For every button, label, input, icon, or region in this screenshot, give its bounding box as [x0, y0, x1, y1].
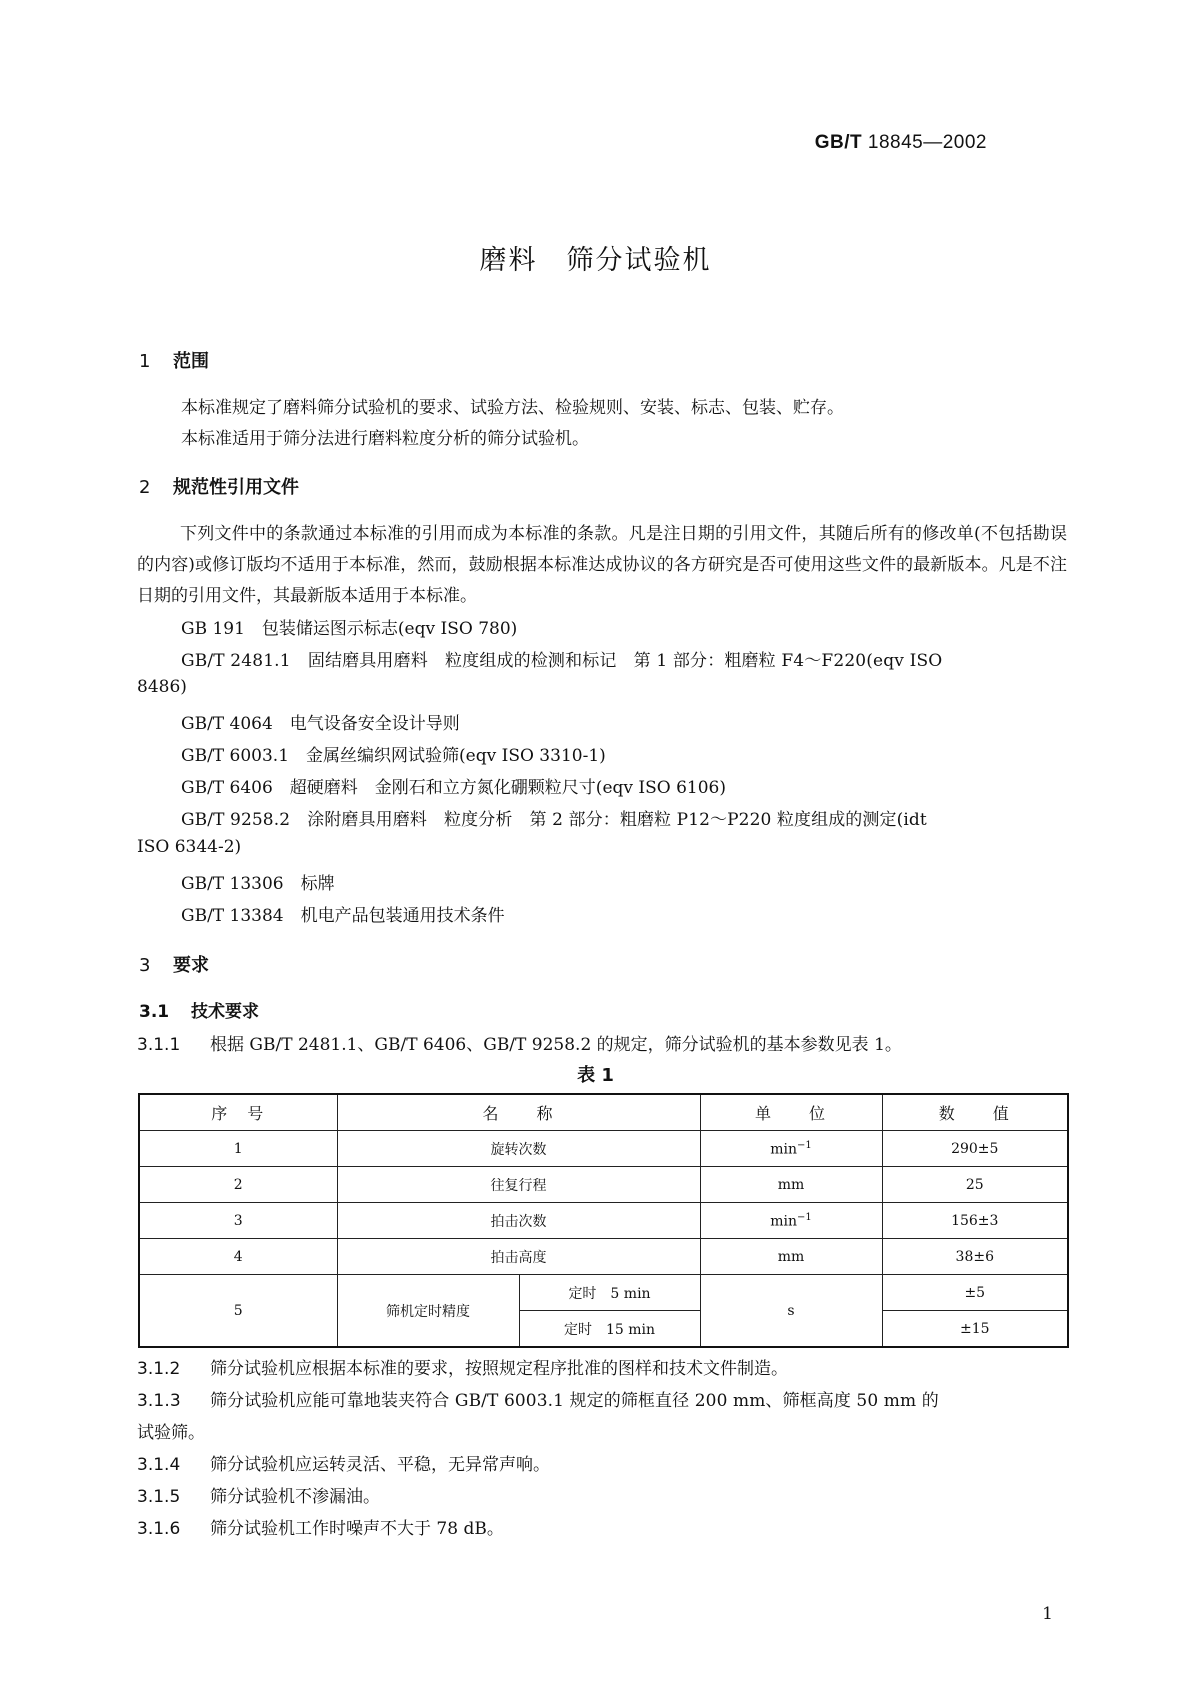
- table-cell: mm: [700, 1239, 882, 1275]
- table-row: [139, 1167, 1068, 1203]
- section-2-intro: 下列文件中的条款通过本标准的引用而成为本标准的条款。凡是注日期的引用文件，其随后所有的修改单(不包括勘误的内容)或修订版均不适用于本标准，然而，鼓励根据本标准达成协议的各方研究是否可使用这些文件的最新版本。凡是不注日期的引用文件，其最新版本适用于本标准。: [137, 524, 1067, 606]
- table-cell: 筛机定时精度: [337, 1275, 519, 1348]
- standard-number: GB/T 18845—2002: [814, 132, 987, 153]
- clause-3-1-5: 3.1.5 筛分试验机不渗漏油。: [137, 1487, 380, 1507]
- table-cell: 往复行程: [337, 1167, 700, 1203]
- table-cell: 25: [882, 1167, 1068, 1203]
- clause-3-1-4: 3.1.4 筛分试验机应运转灵活、平稳，无异常声响。: [137, 1455, 550, 1475]
- table-cell: $\min^{-1}$: [700, 1203, 882, 1239]
- table-cell: 156±3: [882, 1203, 1068, 1239]
- table-header-row: [139, 1094, 1068, 1131]
- reference-item: GB/T 2481.1 固结磨具用磨料 粒度组成的检测和标记 第 1 部分：粗磨粒 F4～F220(eqv ISO: [181, 651, 943, 671]
- document-title: 磨料 筛分试验机: [479, 245, 712, 276]
- table-cell: ±15: [882, 1311, 1068, 1348]
- table-cell: 拍击次数: [337, 1203, 700, 1239]
- reference-item: GB/T 6406 超硬磨料 金刚石和立方氮化硼颗粒尺寸(eqv ISO 6106): [181, 778, 726, 798]
- reference-item-continued: 8486): [137, 677, 187, 697]
- clause-3-1-3-continued: 试验筛。: [137, 1423, 205, 1443]
- table-cell: 定时 15 min: [519, 1311, 700, 1348]
- reference-item: GB/T 13384 机电产品包装通用技术条件: [181, 906, 505, 926]
- clause-3-1-6: 3.1.6 筛分试验机工作时噪声不大于 78 dB。: [137, 1519, 504, 1539]
- table-cell: 3: [139, 1203, 337, 1239]
- table-row: [139, 1275, 1068, 1311]
- table-1-caption: 表 1: [577, 1065, 614, 1086]
- reference-item: GB 191 包装储运图示标志(eqv ISO 780): [181, 619, 518, 639]
- table-1: [138, 1093, 1069, 1348]
- subsection-3-1-heading: 3.1 技术要求: [139, 1002, 259, 1022]
- table-cell: $\min^{-1}$: [700, 1131, 882, 1167]
- reference-item: GB/T 9258.2 涂附磨具用磨料 粒度分析 第 2 部分：粗磨粒 P12～P220 粒度组成的测定(idt: [181, 810, 927, 830]
- clause-3-1-1: 3.1.1 根据 GB/T 2481.1、GB/T 6406、GB/T 9258.2 的规定，筛分试验机的基本参数见表 1。: [137, 1035, 902, 1055]
- section-1-paragraph-2: 本标准适用于筛分法进行磨料粒度分析的筛分试验机。: [181, 429, 589, 449]
- table-header-cell: 序 号: [139, 1094, 337, 1131]
- table-header-cell: 数 值: [882, 1094, 1068, 1131]
- table-row: [139, 1131, 1068, 1167]
- reference-item-continued: ISO 6344-2): [137, 837, 242, 857]
- table-cell: 1: [139, 1131, 337, 1167]
- reference-item: GB/T 4064 电气设备安全设计导则: [181, 714, 460, 734]
- section-1-paragraph-1: 本标准规定了磨料筛分试验机的要求、试验方法、检验规则、安装、标志、包装、贮存。: [181, 398, 844, 418]
- clause-3-1-2: 3.1.2 筛分试验机应根据本标准的要求，按照规定程序批准的图样和技术文件制造。: [137, 1359, 788, 1379]
- table-row: [139, 1239, 1068, 1275]
- table-row: [139, 1203, 1068, 1239]
- table-cell: mm: [700, 1167, 882, 1203]
- reference-item: GB/T 13306 标牌: [181, 874, 335, 894]
- table-cell: 5: [139, 1275, 337, 1348]
- section-2-heading: 2 规范性引用文件: [139, 477, 299, 498]
- clause-3-1-3: 3.1.3 筛分试验机应能可靠地装夹符合 GB/T 6003.1 规定的筛框直径 200 mm、筛框高度 50 mm 的: [137, 1391, 939, 1411]
- section-3-heading: 3 要求: [139, 955, 209, 976]
- page-number: 1: [1042, 1604, 1053, 1624]
- section-1-heading: 1 范围: [139, 351, 209, 372]
- table-cell: s: [700, 1275, 882, 1348]
- table-cell: ±5: [882, 1275, 1068, 1311]
- table-cell: 旋转次数: [337, 1131, 700, 1167]
- table-cell: 2: [139, 1167, 337, 1203]
- table-cell: 定时 5 min: [519, 1275, 700, 1311]
- table-header-cell: 名 称: [337, 1094, 700, 1131]
- reference-item: GB/T 6003.1 金属丝编织网试验筛(eqv ISO 3310-1): [181, 746, 606, 766]
- table-cell: 4: [139, 1239, 337, 1275]
- table-cell: 38±6: [882, 1239, 1068, 1275]
- table-header-cell: 单 位: [700, 1094, 882, 1131]
- table-cell: 290±5: [882, 1131, 1068, 1167]
- table-cell: 拍击高度: [337, 1239, 700, 1275]
